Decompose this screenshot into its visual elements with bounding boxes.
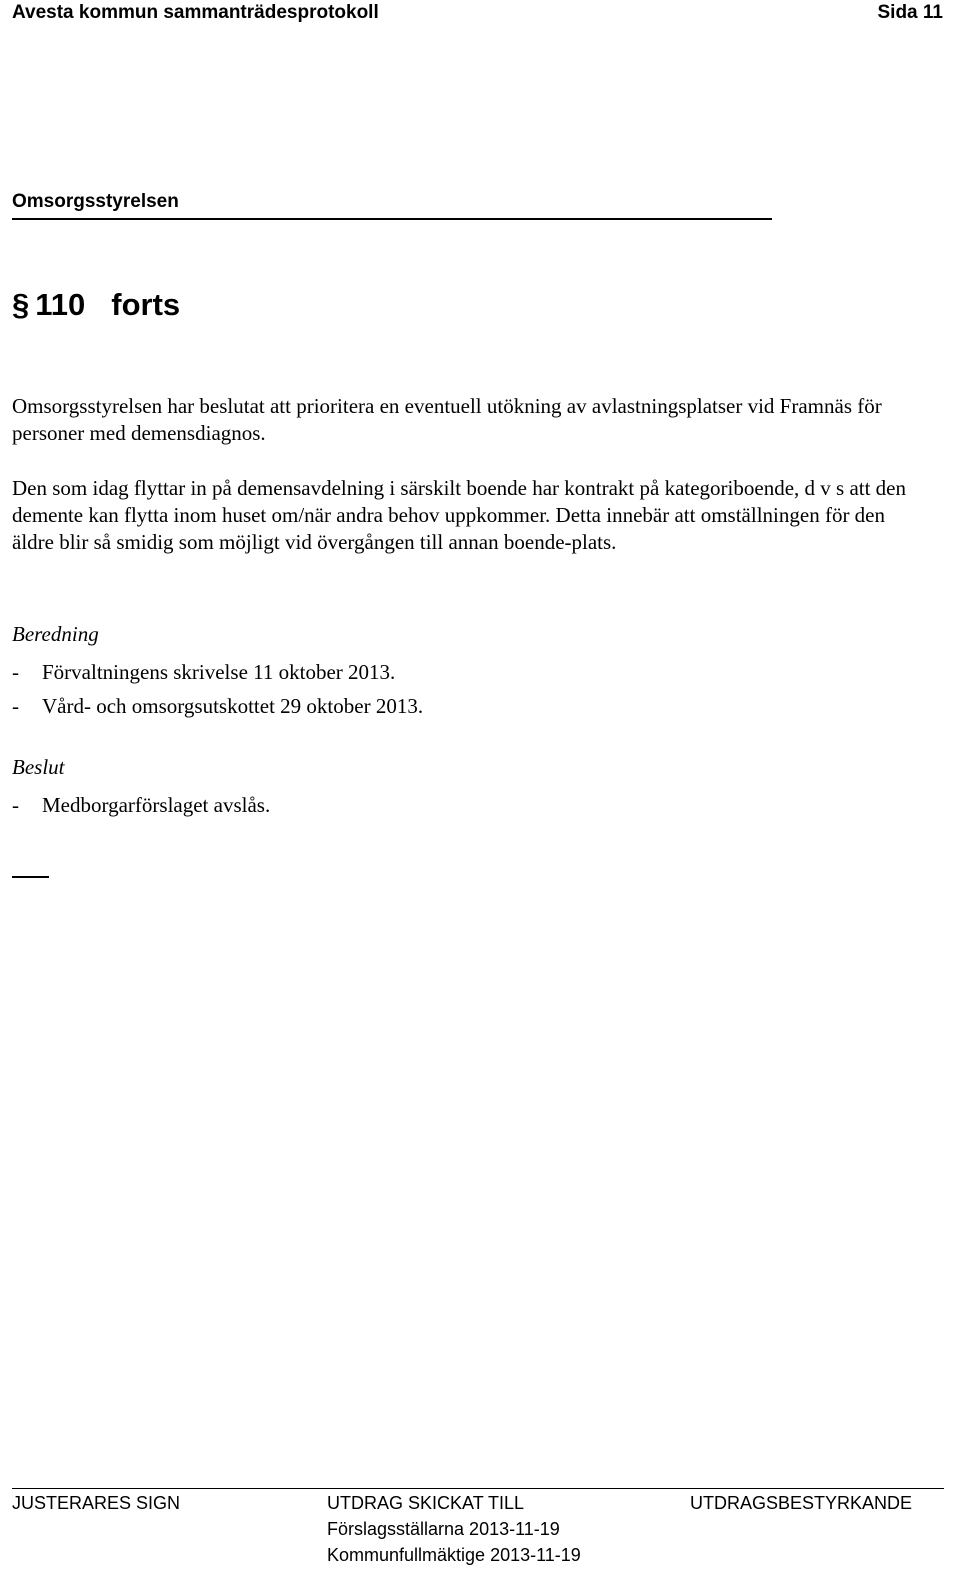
body-paragraph-2: Den som idag flyttar in på demensavdelning i särskilt boende har kontrakt på kategoriboende, d v s att den demente kan flytta inom huset om/när andra behov uppkommer. Detta innebär att omställningen för den äldre blir så smidig som möjligt vid övergången till annan boende-plats. <box>12 476 907 554</box>
section-number: 110 <box>35 287 86 322</box>
beslut-list <box>12 788 270 822</box>
board-underline <box>12 218 772 220</box>
footer-divider <box>12 1488 944 1489</box>
footer-recipient: Förslagsställarna 2013-11-19 <box>327 1519 560 1539</box>
section-continued-label: forts <box>111 287 181 322</box>
beredning-heading: Beredning <box>12 622 99 646</box>
document-title: Avesta kommun sammanträdesprotokoll <box>12 2 379 23</box>
list-item-text: Vård- och omsorgsutskottet 29 oktober 2013. <box>42 694 424 718</box>
board-name: Omsorgsstyrelsen <box>12 191 179 212</box>
list-marker: - <box>12 694 19 718</box>
footer-utdrag-skickat-till: UTDRAG SKICKAT TILL <box>327 1493 525 1513</box>
list-item <box>12 788 270 822</box>
end-rule <box>12 876 49 878</box>
footer-recipient: Kommunfullmäktige 2013-11-19 <box>327 1545 581 1565</box>
list-item-text: Medborgarförslaget avslås. <box>42 793 271 817</box>
list-item <box>12 655 423 689</box>
list-item <box>12 689 423 723</box>
body-paragraph-1: Omsorgsstyrelsen har beslutat att prioritera en eventuell utökning av avlastningsplatser vid Framnäs för personer med demensdiagnos. <box>12 394 882 445</box>
beslut-heading: Beslut <box>12 755 65 779</box>
paragraph-symbol: § <box>12 287 30 322</box>
section-heading <box>12 287 180 323</box>
page-number: Sida 11 <box>877 2 943 23</box>
list-marker: - <box>12 793 19 817</box>
footer-utdragsbestyrkande: UTDRAGSBESTYRKANDE <box>690 1493 913 1513</box>
list-item-text: Förvaltningens skrivelse 11 oktober 2013. <box>42 660 396 684</box>
footer-justerares-sign: JUSTERARES SIGN <box>12 1493 181 1513</box>
beredning-list <box>12 655 423 723</box>
list-marker: - <box>12 660 19 684</box>
